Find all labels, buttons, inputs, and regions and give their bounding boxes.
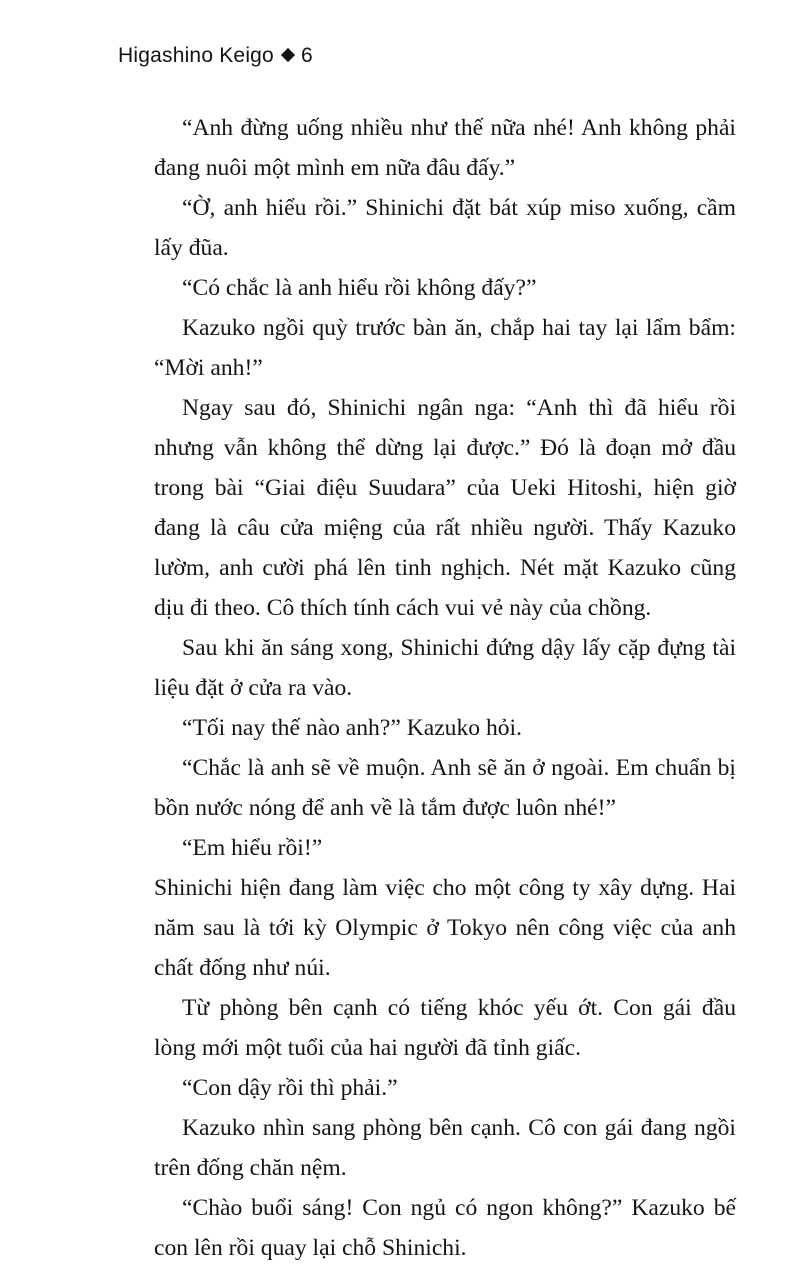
paragraph: “Chào buổi sáng! Con ngủ có ngon không?” Kazuko bế con lên rồi quay lại chỗ Shinichi.	[154, 1195, 736, 1261]
paragraph: Sau khi ăn sáng xong, Shinichi đứng dậy lấy cặp đựng tài liệu đặt ở cửa ra vào.	[154, 635, 736, 701]
paragraph: Từ phòng bên cạnh có tiếng khóc yếu ớt. Con gái đầu lòng mới một tuổi của hai người đã tỉnh giấc.	[154, 995, 736, 1061]
paragraph: Ngay sau đó, Shinichi ngân nga: “Anh thì đã hiểu rồi nhưng vẫn không thể dừng lại được.” Đó là đoạn mở đầu trong bài “Giai điệu Suudara” của Ueki Hitoshi, hiện giờ đang là câu cửa miệng của rất nhiều người. Thấy Kazuko lườm, anh cười phá lên tinh nghịch. Nét mặt Kazuko cũng dịu đi theo. Cô thích tính cách vui vẻ này của chồng.	[154, 395, 736, 621]
paragraph: “Em hiểu rồi!”	[182, 835, 323, 861]
page-body	[154, 108, 736, 1268]
paragraph: Shinichi hiện đang làm việc cho một công ty xây dựng. Hai năm sau là tới kỳ Olympic ở Tokyo nên công việc của anh chất đống như núi.	[154, 875, 736, 981]
paragraph: “Chắc là anh sẽ về muộn. Anh sẽ ăn ở ngoài. Em chuẩn bị bồn nước nóng để anh về là tắm được luôn nhé!”	[154, 755, 736, 821]
paragraph: “Anh đừng uống nhiều như thế nữa nhé! Anh không phải đang nuôi một mình em nữa đâu đấy.”	[154, 115, 736, 181]
paragraph: Kazuko ngồi quỳ trước bàn ăn, chắp hai tay lại lẩm bẩm: “Mời anh!”	[154, 315, 736, 381]
author-name: Higashino Keigo	[118, 44, 274, 67]
paragraph: “Ờ, anh hiểu rồi.” Shinichi đặt bát xúp miso xuống, cầm lấy đũa.	[154, 195, 736, 261]
paragraph: “Con dậy rồi thì phải.”	[182, 1075, 398, 1101]
paragraph: Kazuko nhìn sang phòng bên cạnh. Cô con gái đang ngồi trên đống chăn nệm.	[154, 1115, 736, 1181]
running-header	[118, 44, 313, 68]
diamond-separator-icon	[281, 48, 295, 62]
paragraph: “Tối nay thế nào anh?” Kazuko hỏi.	[182, 715, 523, 741]
page-number: 6	[300, 44, 313, 67]
paragraph: “Có chắc là anh hiểu rồi không đấy?”	[182, 275, 537, 301]
